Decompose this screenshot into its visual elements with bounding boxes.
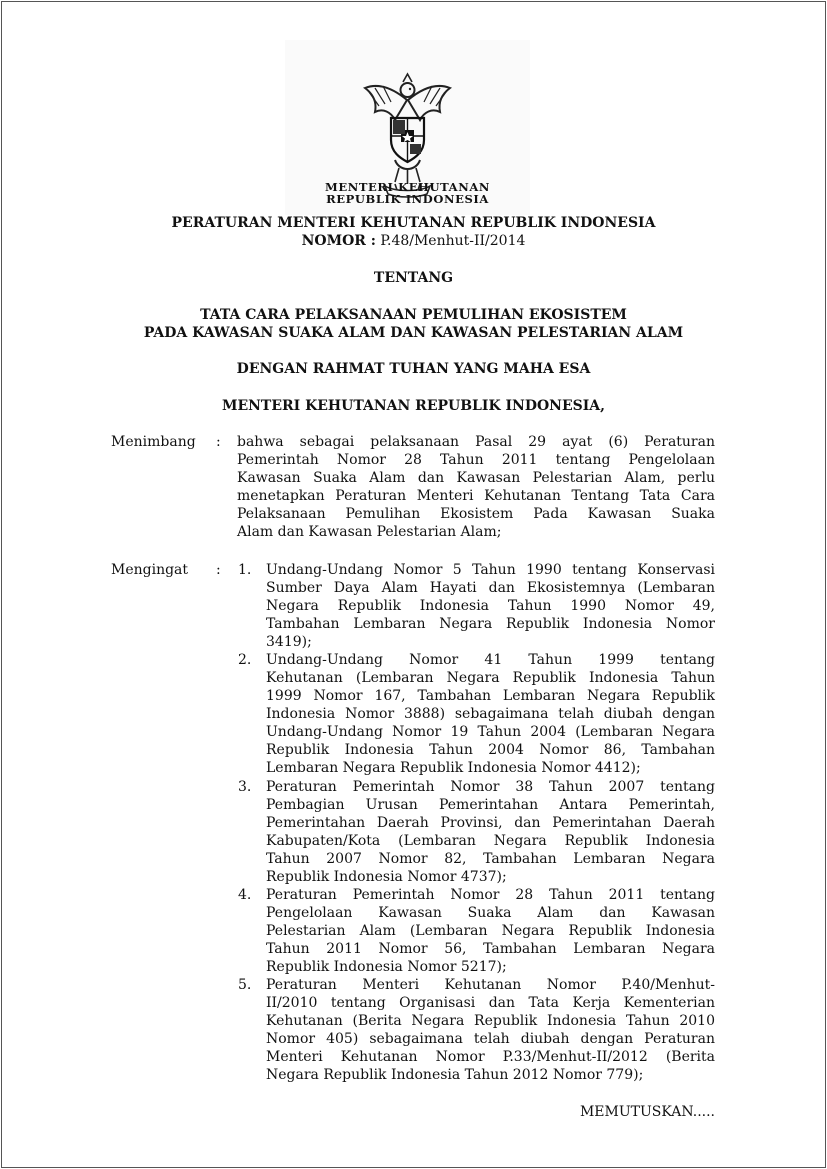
tentang-heading: TENTANG — [373, 270, 454, 286]
text-line: Pengelolaan Kawasan Suaka Alam dan Kawasan — [266, 905, 715, 921]
text-line: Undang-Undang Nomor 41 Tahun 1999 tentang — [266, 652, 715, 668]
text-line: Tahun 2007 Nomor 82, Tambahan Lembaran Negara — [266, 851, 715, 867]
text-line: Tambahan Lembaran Negara Republik Indonesia Nomor — [266, 616, 715, 632]
continuation-marker: MEMUTUSKAN..... — [579, 1104, 715, 1120]
mengingat-item-4 — [266, 886, 715, 976]
mengingat-item-2 — [266, 651, 715, 777]
text-line: Undang-Undang Nomor 19 Tahun 2004 (Lembaran Negara — [266, 724, 715, 740]
text-line: Negara Republik Indonesia Tahun 2012 Nomor 779); — [266, 1067, 644, 1083]
text-line: Kehutanan (Lembaran Negara Republik Indonesia Tahun — [266, 670, 715, 686]
issuer: MENTERI KEHUTANAN REPUBLIK INDONESIA, — [221, 398, 606, 414]
text-line: Pemerintah Nomor 28 Tahun 2011 tentang Pengelolaan — [237, 452, 715, 468]
text-line: Indonesia Nomor 3888) sebagaimana telah diubah dengan — [266, 706, 715, 722]
menimbang-text — [237, 433, 715, 541]
text-line: Republik Indonesia Tahun 2004 Nomor 86, Tambahan — [266, 742, 715, 758]
text-line: Kehutanan (Berita Negara Republik Indonesia Tahun 2010 — [266, 1013, 715, 1029]
text-line: 3419); — [266, 634, 312, 650]
text-line: bahwa sebagai pelaksanaan Pasal 29 ayat (6) Peraturan — [237, 434, 715, 450]
ministry-name-line1: MENTERI KEHUTANAN — [325, 180, 490, 194]
text-line: Republik Indonesia Nomor 5217); — [266, 959, 507, 975]
text-line: Peraturan Menteri Kehutanan Nomor P.40/Menhut- — [266, 977, 715, 993]
item-number: 1. — [238, 562, 252, 578]
item-number: 3. — [238, 779, 252, 795]
text-line: Alam dan Kawasan Pelestarian Alam; — [237, 524, 502, 540]
text-line: Nomor 405) sebagaimana telah diubah dengan Peraturan — [266, 1031, 715, 1047]
text-line: 1999 Nomor 167, Tambahan Lembaran Negara Republik — [266, 688, 715, 704]
text-line: Lembaran Negara Republik Indonesia Nomor 4412); — [266, 760, 641, 776]
subject-line-1: TATA CARA PELAKSANAAN PEMULIHAN EKOSISTEM — [200, 307, 627, 323]
mengingat-item-5 — [266, 976, 715, 1084]
text-line: II/2010 tentang Organisasi dan Tata Kerja Kementerian — [266, 995, 715, 1011]
item-number: 5. — [238, 977, 252, 993]
text-line: Pemerintahan Daerah Provinsi, dan Pemerintahan Daerah — [266, 815, 715, 831]
text-line: Pembagian Urusan Pemerintahan Antara Pemerintah, — [266, 797, 715, 813]
text-line: Undang-Undang Nomor 5 Tahun 1990 tentang Konservasi — [266, 562, 715, 578]
text-line: Kabupaten/Kota (Lembaran Negara Republik Indonesia — [266, 833, 715, 849]
text-line: Peraturan Pemerintah Nomor 28 Tahun 2011 tentang — [266, 887, 715, 903]
menimbang-colon: : — [216, 434, 221, 450]
text-line: Sumber Daya Alam Hayati dan Ekosistemnya (Lembaran — [266, 580, 715, 596]
mengingat-colon: : — [216, 562, 221, 578]
nomor-label: NOMOR : — [301, 233, 376, 249]
text-line: Kawasan Suaka Alam dan Kawasan Pelestarian Alam, perlu — [237, 470, 715, 486]
mengingat-label: Mengingat — [111, 562, 189, 578]
subject-line-2: PADA KAWASAN SUAKA ALAM DAN KAWASAN PELESTARIAN ALAM — [143, 325, 684, 341]
text-line: Negara Republik Indonesia Tahun 1990 Nomor 49, — [266, 598, 715, 614]
mengingat-item-3 — [266, 778, 715, 886]
item-number: 2. — [238, 652, 252, 668]
text-line: Pelestarian Alam (Lembaran Negara Republik Indonesia — [266, 923, 715, 939]
text-line: Menteri Kehutanan Nomor P.33/Menhut-II/2012 (Berita — [266, 1049, 715, 1065]
mengingat-item-1 — [266, 561, 715, 651]
nomor-value: P.48/Menhut-II/2014 — [380, 233, 526, 249]
text-line: Tahun 2011 Nomor 56, Tambahan Lembaran Negara — [266, 941, 715, 957]
text-line: Peraturan Pemerintah Nomor 38 Tahun 2007 tentang — [266, 779, 715, 795]
menimbang-label: Menimbang — [111, 434, 196, 450]
text-line: Republik Indonesia Nomor 4737); — [266, 869, 507, 885]
blessing: DENGAN RAHMAT TUHAN YANG MAHA ESA — [236, 361, 591, 377]
text-line: Pelaksanaan Pemulihan Ekosistem Pada Kawasan Suaka — [237, 506, 715, 522]
ministry-name-line2: REPUBLIK INDONESIA — [326, 192, 489, 206]
regulation-title: PERATURAN MENTERI KEHUTANAN REPUBLIK INDONESIA — [171, 215, 656, 231]
item-number: 4. — [238, 887, 252, 903]
letterhead — [285, 40, 530, 215]
regulation-number — [0, 232, 827, 250]
text-line: menetapkan Peraturan Menteri Kehutanan Tentang Tata Cara — [237, 488, 715, 504]
